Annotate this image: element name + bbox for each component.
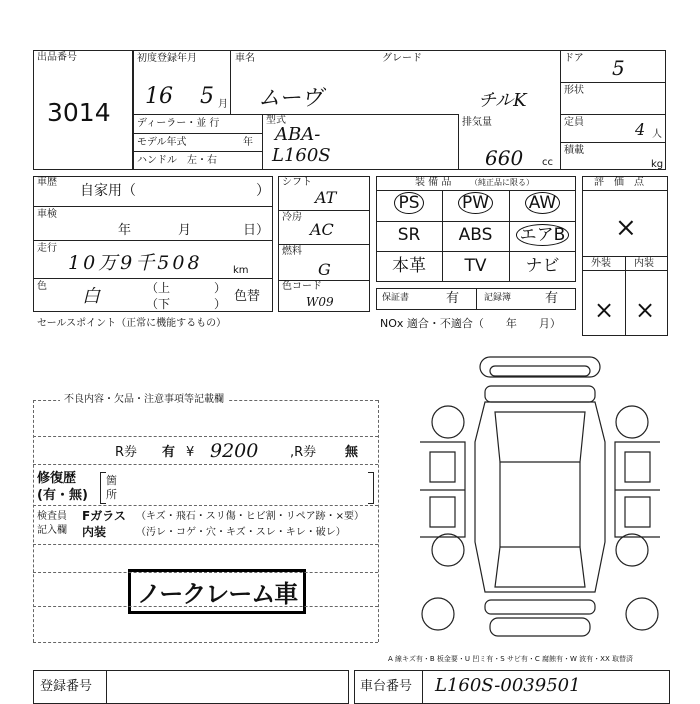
- color-code-label: 色コード: [282, 281, 322, 292]
- equip-ps: PS: [376, 195, 442, 212]
- warranty-label: 保証書: [382, 293, 410, 303]
- inspector-label-2: 記入欄: [37, 525, 67, 536]
- type-prefix: ABA-: [275, 124, 321, 145]
- sales-point: セールスポイント（正常に機能するもの）: [37, 318, 227, 329]
- r-amount: 9200: [210, 440, 259, 462]
- fuel-label: 燃料: [282, 246, 302, 257]
- handle-label: ハンドル 左・右: [137, 155, 217, 166]
- equip-airbag: エアB: [509, 227, 576, 244]
- record-label: 記録簿: [484, 293, 512, 303]
- score-title: 評 価 点: [594, 177, 644, 188]
- interior-label: 内装: [634, 258, 654, 269]
- type-label: 型式: [266, 115, 286, 126]
- repair-value: (有・無): [37, 488, 88, 503]
- inspection-label: 車検: [37, 209, 57, 220]
- color-label: 色: [37, 281, 47, 292]
- r-none: 無: [345, 445, 359, 460]
- history-value: 自家用（: [80, 183, 136, 199]
- repair-label: 修復歴: [37, 471, 77, 486]
- doors-label: ドア: [564, 53, 584, 64]
- equipment-title: 装 備 品: [415, 177, 452, 188]
- score-interior: ×: [635, 296, 656, 324]
- first-reg-year: 16: [145, 84, 173, 109]
- capacity-label: 定員: [564, 117, 584, 128]
- displacement-label: 排気量: [462, 117, 492, 128]
- equip-leather: 本革: [392, 256, 426, 276]
- mileage-value: 10万9千508: [68, 252, 203, 274]
- lot-label: 出品番号: [37, 52, 77, 63]
- r-yes: 有: [162, 445, 176, 460]
- car-damage-diagram: [410, 352, 670, 647]
- ac-label: 冷房: [282, 212, 302, 223]
- no-claim-stamp: ノークレーム車: [128, 569, 306, 614]
- dealer-label: ディーラー・並 行: [137, 118, 220, 129]
- record-value: 有: [545, 291, 559, 306]
- glass-desc: （キズ・飛石・スリ傷・ヒビ割・リペア跡・×要）: [136, 511, 364, 522]
- equip-navi: ナビ: [525, 256, 560, 276]
- history-label: 車歴: [37, 177, 57, 188]
- interior-desc: （汚レ・コゲ・穴・キズ・スレ・キレ・破レ）: [136, 527, 346, 538]
- car-name-label: 車名: [235, 53, 255, 64]
- chassis-label: 車台番号: [360, 679, 413, 694]
- inspector-label: 検査員: [37, 511, 67, 522]
- first-reg-month: 5: [200, 84, 214, 109]
- car-name: ムーヴ: [258, 86, 323, 111]
- type-code: L160S: [272, 145, 331, 166]
- score-overall: ×: [615, 213, 637, 243]
- fuel-value: G: [318, 260, 331, 279]
- exterior-label: 外装: [591, 258, 611, 269]
- warranty-value: 有: [446, 291, 460, 306]
- first-reg-label: 初度登録年月: [137, 53, 197, 64]
- body-label: 形状: [564, 85, 584, 96]
- color-value: 白: [82, 286, 100, 307]
- grade-label: グレード: [382, 53, 422, 64]
- glass-label: Fガラス: [82, 509, 126, 523]
- score-exterior: ×: [594, 296, 615, 324]
- mileage-label: 走行: [37, 243, 57, 254]
- damage-legend: A 線キズ有・B 板金要・U 凹ミ有・S サビ有・C 腐蝕有・W 波有・XX 取替済: [388, 655, 633, 663]
- repair-place: 箇所: [106, 474, 117, 502]
- r-label: R券: [115, 445, 138, 460]
- color-change: 色替: [234, 289, 261, 304]
- lot-number: 3014: [47, 98, 111, 127]
- equip-aw: AW: [509, 195, 576, 212]
- shift-value: AT: [315, 188, 337, 207]
- model-year-label: モデル年式: [137, 137, 187, 148]
- chassis-value: L160S-0039501: [435, 675, 581, 696]
- grade-value: チルK: [478, 90, 527, 111]
- ac-value: AC: [310, 220, 334, 239]
- repair-bracket-left: [100, 472, 106, 504]
- notes-title: 不良内容・欠品・注意事項等記載欄: [60, 395, 228, 405]
- reg-label: 登録番号: [40, 679, 93, 694]
- interior-note-label: 内装: [82, 525, 107, 539]
- nox-text: NOx 適合・不適合（ 年 月）: [380, 317, 561, 330]
- shift-label: シフト: [282, 177, 312, 188]
- load-label: 積載: [564, 145, 584, 156]
- capacity-value: 4: [635, 120, 646, 139]
- equip-pw: PW: [442, 195, 509, 212]
- color-code-value: W09: [306, 295, 334, 309]
- header-box: [133, 50, 666, 170]
- repair-bracket-right: [368, 472, 374, 504]
- displacement-value: 660: [485, 146, 524, 170]
- equip-sr: SR: [397, 225, 421, 245]
- doors-value: 5: [612, 56, 625, 80]
- equip-tv: TV: [464, 256, 487, 276]
- equip-abs: ABS: [458, 225, 493, 245]
